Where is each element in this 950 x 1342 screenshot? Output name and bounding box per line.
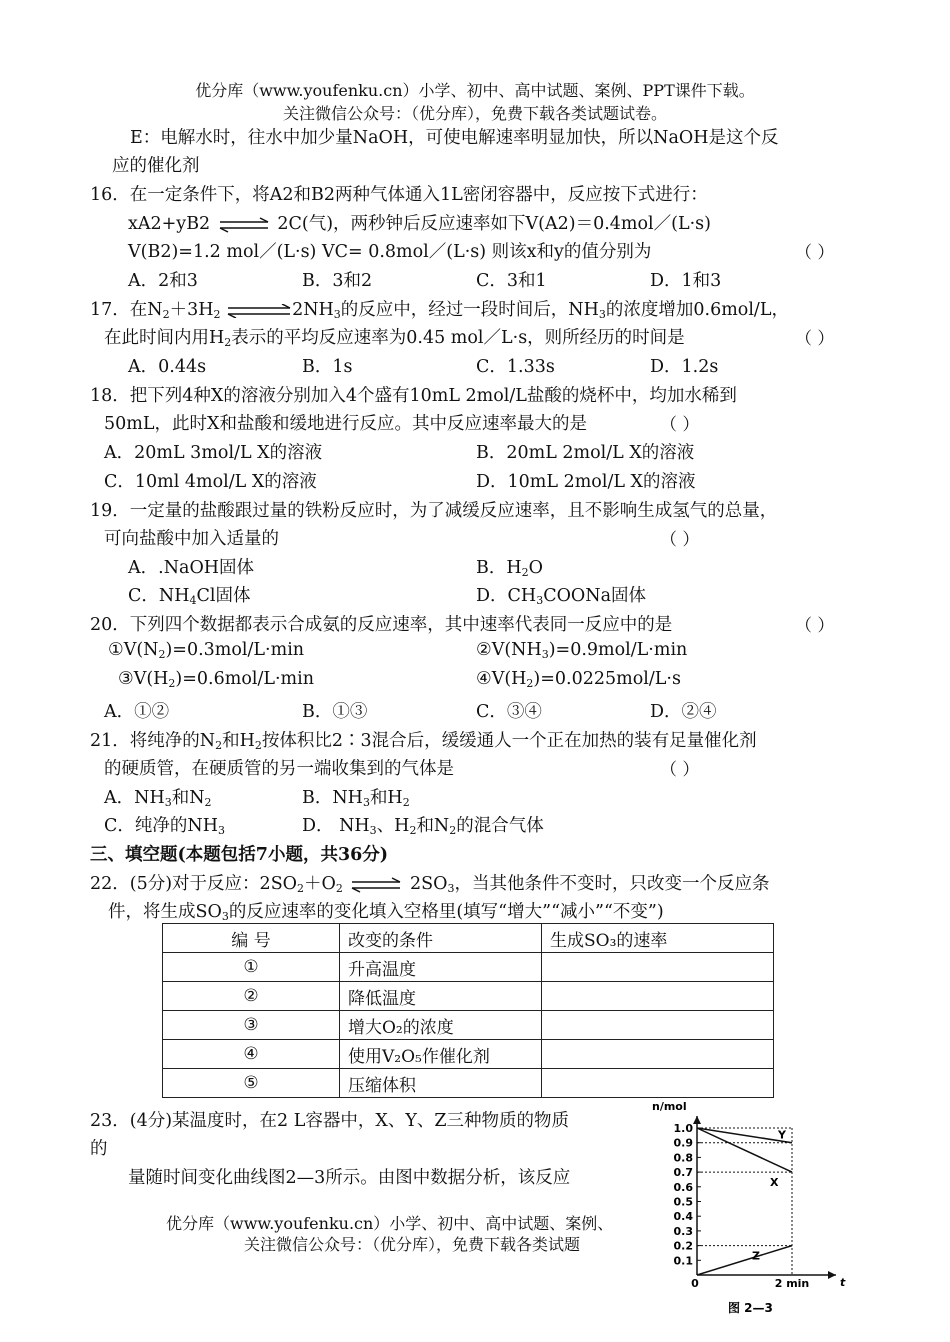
q19-line1: 19．一定量的盐酸跟过量的铁粉反应时，为了减缓反应速率，且不影响生成氢气的总量， [90,501,778,521]
q21-line1-b: 和H [222,731,255,751]
header-line-2: 关注微信公众号：（优分库），免费下载各类试题试卷。 [282,104,667,123]
subscript: 3 [217,824,225,837]
q16-option-a: A．2和3 [128,271,198,291]
q19-option-c-text: C．NH [128,586,190,606]
q20-option-d: D．②④ [650,702,717,722]
chart-y-tick-label: 0.6 [673,1180,693,1194]
q19-option-d-text: D．CH [476,586,537,606]
q21-option-b-text2: 和H [369,788,403,808]
q21-option-d-text2: 、H [376,816,410,836]
subscript: 3 [369,824,377,837]
chart-y-axis-label: n/mol [652,1100,687,1113]
q17-line2-end: 表示的平均反应速率为0.45 mol／L·s，则所经历的时间是 [231,328,685,348]
q20-option-c: C．③④ [476,702,542,722]
chart-y-tick-label: 0.9 [673,1136,693,1150]
q22-line1-d: ，当其他条件不变时，只改变一个反应条 [454,874,770,894]
subscript: 2 [224,336,232,349]
table-answer-cell[interactable] [542,1011,774,1040]
table-header-cell: 生成SO₃的速率 [542,924,774,953]
table-cell: ⑤ [163,1069,340,1098]
chart-y-tick-label: 0.3 [673,1224,693,1238]
subscript: 2 [168,677,176,690]
q20-datum-2-b: )=0.9mol/L·min [548,640,688,660]
subscript: 2 [521,566,529,579]
chart-caption: 图 2—3 [728,1301,773,1315]
q22-line1-c: 2SO [410,874,448,894]
q21-option-d-text3: 和N [416,816,450,836]
q20-datum-4-b: )=0.0225mol/L·s [533,669,681,689]
q17-answer-paren: （ ） [795,329,835,349]
subscript: 2 [402,796,410,809]
q20-datum-3-b: )=0.6mol/L·min [175,669,315,689]
table-row [163,1011,774,1040]
q22-line2-b: 的反应速率的变化填入空格里(填写“增大”“减小”“不变”) [228,902,664,922]
q21-answer-paren: （ ） [660,760,700,780]
q17-line2-start: 在此时间内用H [104,328,225,348]
q19-option-a: A．.NaOH固体 [128,558,255,578]
table-answer-cell[interactable] [542,1069,774,1098]
subscript: 3 [447,882,455,895]
subscript: 2 [213,308,221,321]
table-cell: ② [163,982,340,1011]
chart-x-axis-arrow [828,1271,836,1279]
q17-stem-start: 17．在N [90,300,163,320]
q21-option-a [104,784,212,809]
q21-option-d [302,812,544,837]
q19-option-d [476,582,646,607]
chart-series-line-z [697,1246,792,1275]
q17-option-b: B．1s [302,357,353,377]
table-header-row [163,924,774,953]
table-answer-cell[interactable] [542,982,774,1011]
chart-series-label-x: X [770,1176,779,1190]
q20-option-b: B．①③ [302,702,368,722]
subscript: 3 [333,308,341,321]
subscript: 3 [362,796,370,809]
q22-table [162,923,774,1098]
table-cell: ④ [163,1040,340,1069]
q21-line1-a: 21．将纯净的N [90,731,216,751]
chart-series-label-z: Z [752,1249,760,1263]
q20-datum-1-b: )=0.3mol/L·min [165,640,305,660]
table-header-cell: 编 号 [163,924,340,953]
q20-line1: 20．下列四个数据都表示合成氨的反应速率，其中速率代表同一反应中的是 [90,615,673,635]
q18-option-a: A．20mL 3mol/L X的溶液 [104,443,323,463]
q23-line2: 的 [90,1139,108,1159]
q18-line2: 50mL，此时X和盐酸和缓地进行反应。其中反应速率最大的是 [104,414,587,434]
table-cell: 降低温度 [340,982,542,1011]
subscript: 3 [221,910,229,923]
chart-y-tick-label: 0.1 [673,1254,693,1268]
q20-datum-4-a: ④V(H [476,669,527,689]
chart-y-axis-arrow [693,1116,701,1124]
q21-option-c [104,812,225,837]
chart-x-axis-label: t [840,1276,846,1289]
footer-line-2: 关注微信公众号：（优分库），免费下载各类试题 [244,1235,581,1254]
table-cell: 使用V₂O₅作催化剂 [340,1040,542,1069]
q21-option-a-text2: 和N [171,788,205,808]
q21-line1-c: 按体积比2∶3混合后，缓缓通人一个正在加热的装有足量催化剂 [261,731,757,751]
q21-option-a-text: A．NH [104,788,165,808]
chart-y-tick-label: 0.8 [673,1151,693,1165]
q15-option-e-line1: E：电解水时，往水中加少量NaOH，可使电解速率明显加快，所以NaOH是这个反 [130,128,779,148]
q21-option-b [302,784,410,809]
q17-product: 2NH [292,300,334,320]
q22-line1-b: ＋O [304,874,336,894]
q17-stem-end: 的浓度增加0.6mol/L， [605,300,789,320]
q19-option-b [476,554,543,579]
q22-line1 [90,870,770,895]
table-cell: ③ [163,1011,340,1040]
q21-line2: 的硬质管，在硬质管的另一端收集到的气体是 [104,759,454,779]
table-row [163,982,774,1011]
q20-datum-1-a: ①V(N [108,640,159,660]
subscript: 3 [164,796,172,809]
subscript: 2 [449,824,457,837]
table-cell: 升高温度 [340,953,542,982]
subscript: 2 [335,882,343,895]
chart-x-tick-label: 0 [691,1277,699,1290]
subscript: 2 [409,824,417,837]
q20-datum-3 [118,669,314,689]
q19-option-b-text: B．H [476,558,522,578]
table-answer-cell[interactable] [542,1040,774,1069]
chart-series-label-y: Y [778,1128,786,1142]
subscript: 2 [158,648,166,661]
q16-option-d: D．1和3 [650,271,722,291]
chart-y-tick-label: 1.0 [673,1122,693,1135]
q16-eq-right: 2C(气)，两秒钟后反应速率如下V(A2)＝0.4mol／(L·s) [277,214,711,234]
q19-answer-paren: （ ） [660,530,700,550]
q21-option-b-text: B．NH [302,788,363,808]
chart-y-tick-label: 0.4 [673,1210,693,1224]
q18-option-d: D．10mL 2mol/L X的溶液 [476,472,696,492]
q20-datum-3-a: ③V(H [118,669,169,689]
q23-line1: 23．(4分)某温度时，在2 L容器中，X、Y、Z三种物质的物质 [90,1111,570,1131]
q18-line1: 18．把下列4种X的溶液分别加入4个盛有10mL 2mol/L盐酸的烧杯中，均加水稀到 [90,386,737,406]
q21-line1 [90,727,757,752]
equilibrium-arrow-icon [226,304,292,318]
q16-stem: 16．在一定条件下，将A2和B2两种气体通入1L密闭容器中，反应按下式进行： [90,185,708,205]
q20-datum-2-a: ②V(NH [476,640,542,660]
subscript: 4 [189,594,197,607]
q19-option-c-text2: Cl固体 [196,586,251,606]
q18-option-c: C．10ml 4mol/L X的溶液 [104,472,317,492]
q17-line1: 17．在$N_2+3H_2$ $2NH_3$的反应中，经过一段时间后，$NH_3$的浓度增加0.6mol/L， [90,300,789,321]
subscript: 3 [536,594,544,607]
q16-line3: V(B2)=1.2 mol／(L·s) VC= 0.8mol／(L·s) 则该x和y的值分别为 [128,242,652,262]
q17-stem-mid: 的反应中，经过一段时间后，NH [340,300,599,320]
table-row [163,1040,774,1069]
q18-option-b: B．20mL 2mol/L X的溶液 [476,443,695,463]
q21-option-c-text: C．纯净的NH [104,816,218,836]
q20-datum-1 [108,640,304,660]
q20-option-a: A．①② [104,702,170,722]
subscript: 2 [204,796,212,809]
q16-answer-paren: （ ） [795,243,835,263]
footer-line-1: 优分库（www.youfenku.cn）小学、初中、高中试题、案例、 [166,1214,614,1233]
q17-option-d: D．1.2s [650,357,719,377]
q19-option-b-text2: O [528,558,543,578]
table-header-cell: 改变的条件 [340,924,542,953]
q21-option-d-text: D． NH [302,816,370,836]
table-row [163,953,774,982]
subscript: 2 [162,308,170,321]
q20-datum-4 [476,669,681,689]
table-answer-cell[interactable] [542,953,774,982]
chart-ticks [674,1122,810,1290]
subscript: 2 [254,739,262,752]
chart-x-tick-label: 2 min [774,1277,810,1290]
q22-line2 [108,898,664,923]
q19-option-c [128,582,250,607]
table-cell: 压缩体积 [340,1069,542,1098]
q17-line2 [104,324,685,349]
q16-option-b: B．3和2 [302,271,373,291]
subscript: 2 [215,739,223,752]
q22-line2-a: 件，将生成SO [108,902,222,922]
subscript: 2 [297,882,305,895]
q15-option-e-line2: 应的催化剂 [112,156,200,176]
q20-datum-2 [476,640,687,660]
q17-option-c: C．1.33s [476,357,555,377]
section-3-heading: 三、填空题(本题包括7小题，共36分) [90,845,389,865]
header-line-1: 优分库（www.youfenku.cn）小学、初中、高中试题、案例、PPT课件下载。 [195,81,755,100]
q23-line3: 量随时间变化曲线图2—3所示。由图中数据分析，该反应 [128,1168,571,1188]
equilibrium-arrow-icon [348,877,404,893]
equilibrium-arrow-icon [216,217,272,233]
subscript: 3 [598,308,606,321]
chart-series [697,1128,792,1275]
q16-eq-left: xA2+yB2 [128,214,211,234]
chart-y-tick-label: 0.2 [673,1239,693,1253]
q22-line1-a: 22．(5分)对于反应：2SO [90,874,298,894]
chart-y-tick-label: 0.5 [673,1195,693,1209]
q19-line2: 可向盐酸中加入适量的 [104,529,279,549]
subscript: 2 [526,677,534,690]
chart-y-tick-label: 0.7 [673,1166,693,1180]
q20-answer-paren: （ ） [795,616,835,636]
q16-equation [128,210,711,235]
q21-option-d-text4: 的混合气体 [456,816,544,836]
mole-time-chart [650,1098,850,1320]
table-cell: ① [163,953,340,982]
subscript: 3 [541,648,549,661]
table-cell: 增大O₂的浓度 [340,1011,542,1040]
q17-option-a: A．0.44s [128,357,207,377]
q18-answer-paren: （ ） [660,415,700,435]
table-row [163,1069,774,1098]
q19-option-d-text2: COONa固体 [543,586,647,606]
q16-option-c: C．3和1 [476,271,547,291]
